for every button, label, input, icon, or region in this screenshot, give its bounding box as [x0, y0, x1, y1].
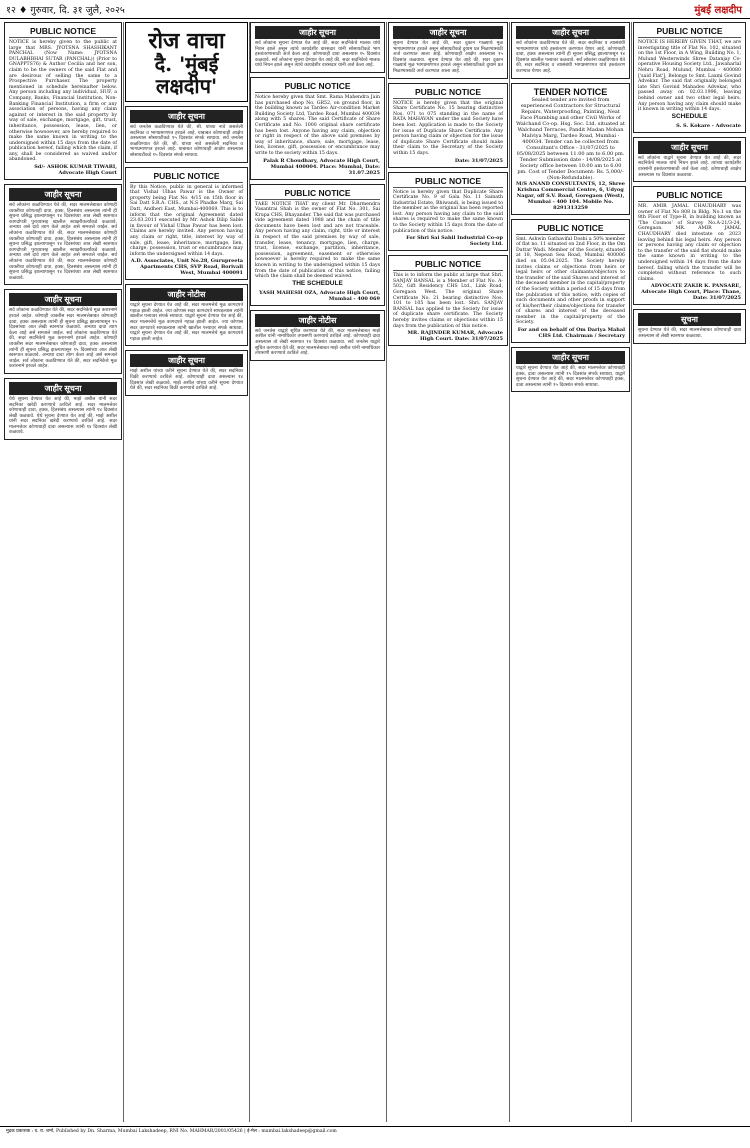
ad-body: माझे अशील यांच्या वतीने सूचना देण्यात येते की, सदर सदनिका विक्री करण्याचे ठरविले आहे. कोणाचाही दावा असल्यास १४ दिवसांत लेखी कळवावे. माझे अशील यांच्या वतीने सूचना देण्यात येते की, सदर सदनिका विक्री करण्याचे ठरविले आहे.: [130, 369, 243, 392]
ad-body: सूचना देण्यात येते की, सदर मालमत्तेबाबत कोणाचाही दावा असल्यास तो लेखी स्वरुपात कळवावा.: [638, 328, 741, 339]
public-notice-ad: [388, 172, 508, 252]
marathi-notice-ad: [125, 284, 248, 346]
ad-body: याद्वारे सूचना देण्यात येत आहे की, सदर मालमत्तेवर कोणाचाही हक्क, दावा असल्यास त्यांनी १५ दिवसांत संपर्क साधावा. याद्वारे सूचना देण्यात येत आहे की, सदर मालमत्तेवर कोणाचाही हक्क, दावा असल्यास त्यांनी १५ दिवसांत संपर्क साधावा.: [516, 366, 625, 388]
marathi-notice-ad: [633, 309, 746, 343]
marathi-notice-ad: [633, 137, 746, 182]
ad-signature: S. S. Kokare - Advocate: [676, 122, 741, 129]
ad-heading: जाहीर सूचना: [9, 188, 117, 201]
public-notice-ad: [388, 255, 508, 346]
tender-title: TENDER NOTICE: [533, 86, 608, 97]
column-1: [4, 22, 122, 1122]
ad-signature: MR. RAJINDER KUMAR, Advocate High Court. Date: 31/07/2025: [407, 330, 503, 343]
public-notice-ad: [388, 83, 508, 168]
public-notice-ad: [4, 22, 122, 180]
marathi-notice-ad: [511, 347, 630, 392]
ad-heading: PUBLIC NOTICE: [393, 87, 503, 99]
public-notice-ad: [250, 77, 385, 180]
ad-heading: जाहीर सूचना: [130, 110, 243, 123]
editorial-banner: [125, 22, 248, 102]
ad-signature: For and on behalf of Om Dariya Mahal CHS Ltd. Chairman / Secretary: [517, 327, 625, 340]
ad-body: सर्व जनतेस याद्वारे सूचित करण्यात येते की, सदर मालमत्तेबाबत माझे अशील यांनी नामाधिकार तपासणी करण्याचे ठरविले आहे. कोणाचाही दावा असल्यास तो लेखी स्वरुपात १४ दिवसांत कळवावा. सर्व जनतेस याद्वारे सूचित करण्यात येते की, सदर मालमत्तेबाबत माझे अशील यांनी नामाधिकार तपासणी करण्याचे ठरविले आहे.: [255, 328, 380, 357]
ad-body: सर्व लोकांना कळविण्यात येते की, सदर सदनिकेचे मूळ करारनामे हरवले आहेत. कोणाही व्यक्तीस सदर मालमत्तेबाबत कोणताही दावा, हक्क असल्यास त्यांनी ही सूचना प्रसिद्ध झाल्यापासून १५ दिवसांच्या आत लेखी स्वरुपात कळवावे. अन्यथा दावा त्याग केला आहे असे समजले जाईल. सर्व लोकांना कळविण्यात येते की, सदर सदनिकेचे मूळ करारनामे हरवले आहेत. कोणाही व्यक्तीस सदर मालमत्तेबाबत कोणताही दावा, हक्क असल्यास त्यांनी ही सूचना प्रसिद्ध झाल्यापासून १५ दिवसांच्या आत लेखी स्वरुपात कळवावे. अन्यथा दावा त्याग केला आहे असे समजले जाईल. सर्व लोकांना कळविण्यात येते की, सदर सदनिकेचे मूळ करारनामे हरवले आहेत.: [9, 308, 117, 370]
ad-heading: PUBLIC NOTICE: [638, 190, 741, 202]
ad-schedule-heading: THE SCHEDULE: [292, 279, 343, 287]
ad-heading: PUBLIC NOTICE: [638, 26, 741, 38]
section-title: मुंबई लक्षदीप: [694, 5, 742, 16]
tender-consultant: M/S ANAND CONSULTANTS, 12, Shree Krishna Commercial Centre, 6, Udyog Nagar, off S.V. Road, Goregaon (West), Mumbai - 400 104. Mobile No. 8291313259: [516, 180, 625, 211]
ad-body: NOTICE is hereby given that the original Share Certificate No. 15 bearing distinctive Nos. 071 to 075 standing in the name of RATA MAHAVAN under the said Society have been lost. Application is made to the Society for issue of Duplicate Share Certificate. Any person having claim or objection for the issue of duplicate Share Certificate should make their claim to the Secretary of the Society within 15 days.: [393, 100, 503, 156]
ad-heading: PUBLIC NOTICE: [393, 259, 503, 271]
public-notice-ad: [633, 186, 746, 305]
page-info: १२ ♦ गुरुवार, दि. ३१ जुलै, २०२५: [6, 5, 125, 16]
column-3: [250, 22, 385, 1122]
page-header: [0, 0, 750, 19]
ad-heading: सूचना: [638, 313, 741, 326]
ad-heading: जाहीर सूचना: [516, 351, 625, 364]
marathi-notice-ad: [388, 22, 508, 79]
banner-line-2: दै. 'मुंबई: [154, 52, 219, 76]
ad-heading: PUBLIC NOTICE: [130, 171, 243, 183]
banner-line-3: लक्षदीप': [155, 74, 218, 98]
ad-body: By this Notice, public in general is informed that Vishal Ulhas Pawar is the Owner of property being Flat No. 4/15 on 15th floor in Sai Datt S.R.A. CHS., at N.S Phadke Marg, Sai Datt, Andheri East, Mumbai-400069. This is to inform that the original Agreement dated 23.03.2011 executed by Mr. Ashok Dilip Sable in favour of Vishal Ulhas Pawar has been lost. Claims are hereby invited. Any person having any claim or right, title, interest by way of sale, gift, lease, inheritance, mortgage, lien, charge, possession, trust or encumbrance may inform the undersigned within 14 days.: [130, 184, 243, 257]
ad-body: सर्व जनतेस कळविण्यात येते की, श्री. यांच्या नावे असलेली सदनिका व भागप्रमाणपत्र हरवले आहे. याबाबत कोणाचाही आक्षेप असल्यास सोसायटीकडे १५ दिवसांत संपर्क साधावा. सर्व जनतेस कळविण्यात येते की, श्री. यांच्या नावे असलेली सदनिका व भागप्रमाणपत्र हरवले आहे. याबाबत कोणाचाही आक्षेप असल्यास सोसायटीकडे १५ दिवसांत संपर्क साधावा.: [130, 125, 243, 158]
ad-heading: PUBLIC NOTICE: [255, 81, 380, 93]
ad-body: सर्व लोकांना याद्वारे सूचना देण्यात येत आहे की, सदर सदनिकेचे मालक यांचे निधन झाले आहे. त्यांच्या कायदेशीर वारसांनी हस्तांतरणासाठी अर्ज केला आहे. कोणाचाही आक्षेप असल्यास १४ दिवसांत कळवावा.: [638, 155, 741, 178]
page-footer: मुद्रक प्रकाशक : द. रा. शर्मा, Published by Dn. Sharma, Mumbai Lakshadeep, RNI No. MAHMAR/2001/05426 | ई-मेल : mumbai.lakshadeep@gmail.com: [0, 1126, 750, 1148]
ad-body: सूचना देण्यात येत आहे की, सदर दुकान गाळ्याचे मूळ भागप्रमाणपत्र हरवले असून सोसायटीकडे दुय्यम प्रत मिळण्यासाठी अर्ज करण्यात आला आहे. कोणाचाही आक्षेप असल्यास १५ दिवसांत कळवावा. सूचना देण्यात येत आहे की, सदर दुकान गाळ्याचे मूळ भागप्रमाणपत्र हरवले असून सोसायटीकडे दुय्यम प्रत मिळण्यासाठी अर्ज करण्यात आला आहे.: [393, 41, 503, 74]
ad-signature: Sd/- ASHOK KUMAR TIWARI, Advocate High Court: [34, 164, 117, 177]
ad-heading: जाहीर सूचना: [9, 382, 117, 395]
ad-body: NOTICE is hereby given to the public at large that MRS. JYOTSNA SHASHIKANT PANCHAL (Now Name: JYOTSNA DULABHBHAI SUTAR (PANCHAL)) (Prior to GNAPPTS76) & Author Cecilia and her son, claim to be the owners of the said Flat and are desirous of selling the same to a Prospective Purchaser. The property mentioned in schedule hereinafter below. Any person including any individual, HUF, a Company, Banks, Financial Institution, Non-Banking Financial Institution, a firm or any association of persons, having any claim against or interest in the said property by way of sale, exchange, mortgage, gift, trust, inheritance, possession, lease, lien, or otherwise howsoever, are hereby required to make the same known in writing to the undersigned within 15 days from the date of publication hereof, failing which the claim, if any, shall be considered as waived and/or abandoned.: [9, 40, 117, 163]
marathi-notice-ad: [4, 378, 122, 440]
column-divider: [123, 22, 124, 1122]
ad-heading: जाहीर सूचना: [130, 354, 243, 367]
ad-body: TAKE NOTICE THAT my client Mr. Dharmendra Vasantrai Shah is the owner of Flat No. 301, Sai Krupa CHS, Bhayander. The said flat was purchased vide agreement dated 1988 and the chain of title documents have been lost and are not traceable. Any person having any claim, right, title or interest in respect of the said premises by way of sale, transfer, lease, tenancy, mortgage, lien, charge, trust, license, exchange, partition, inheritance, possession, agreement, easement or otherwise howsoever is hereby required to make the same known in writing to the undersigned within 15 days from the date of publication of this notice, failing which the claim shall be deemed waived.: [255, 201, 380, 280]
column-divider: [631, 22, 632, 1122]
column-4: [388, 22, 508, 1122]
ad-body: Smt. Ashwin Gathavifal Doshi a 50% member of flat no. 11 situated on 2nd Floor, in the Om Dattar Wadi. Member of the Society, situated at 18, Nepean Sea Road, Mumbai 400006 died on 05.04.2025. The Society hereby invites claims or objections from heirs or legal heirs or other claimants/objectors to the transfer of the said Shares and interest of the deceased member in the capital/property of the Society within a period of 15 days from the publication of this notice, with copies of such documents and other proofs in support of his/her/their claims/objections for transfer of shares and interest of the deceased member in the capital/property of the Society.: [516, 236, 625, 326]
ad-heading: जाहीर सूचना: [638, 141, 741, 154]
public-notice-ad: [511, 219, 630, 344]
marathi-notice-ad: [125, 106, 248, 163]
marathi-notice-ad: [4, 184, 122, 285]
marathi-notice-ad: [250, 310, 385, 361]
column-divider: [509, 22, 510, 1122]
ad-body: Notice is hereby given that Duplicate Share Certificate No. 9 of Gala No. 11 Sainath Industrial Estate, Bhiwandi, is being issued to the member as the original has been reported lost. Any person having any claim to the said shares is required to make the same known to the Society within 15 days from the date of publication of this notice.: [393, 189, 503, 234]
column-2: [125, 22, 248, 1122]
public-notice-ad: [125, 167, 248, 281]
ad-body: येथे सूचना देण्यात येत आहे की, माझे अशील यांनी सदर सदनिका खरेदी करण्याचे ठरविले आहे. सदर मालमत्तेवर कोणाचाही दावा, हक्क, हितसंबंध असल्यास त्यांनी १४ दिवसांत लेखी कळवावे. येथे सूचना देण्यात येत आहे की, माझे अशील यांनी सदर सदनिका खरेदी करण्याचे ठरविले आहे. सदर मालमत्तेवर कोणाचाही दावा असल्यास त्यांनी १४ दिवसांत लेखी कळवावे.: [9, 396, 117, 436]
ad-heading: PUBLIC NOTICE: [255, 188, 380, 200]
tender-notice-ad: [511, 83, 630, 215]
ad-heading: PUBLIC NOTICE: [393, 176, 503, 188]
ad-body: सर्व लोकांना कळविण्यात येते की, सदर सदनिका व त्यासंबंधी भागप्रमाणपत्र यांचे हस्तांतरण करण्यात येणार आहे. कोणाचाही दावा, हक्क असल्यास त्यांनी ही सूचना प्रसिद्ध झाल्यापासून १४ दिवसांत खालील पत्त्यावर कळवावे. सर्व लोकांना कळविण्यात येते की, सदर सदनिका व त्यासंबंधी भागप्रमाणपत्र यांचे हस्तांतरण करण्यात येणार आहे.: [516, 41, 625, 74]
ad-signature: A.D. Associates, Unit No.28, Gurupreeta Apartments CHS, SVP Road, Borivali West, Mumbai 400091: [130, 258, 243, 277]
ad-signature: ADVOCATE ZAKIR K. PANSARE, Advocate High Court, Place: Thane, Date: 31/07/2025: [641, 283, 741, 302]
ad-heading: जाहीर सूचना: [516, 26, 625, 39]
ad-body: Notice hereby given that Smt. Rama Mahendra Jain has purchased shop No. GR52, on ground floor, in the building known as Tardeo Air-condition Market Building Society Ltd, Tardeo Road, Mumbai 400034 along with 5 shares. The said Certificate of Share Certificate and No. 1000 original share certificate has been lost. Anyone having any claim, objection or right in respect of the above said premises by way of inheritance, share, sale, mortgage, lease, lien, license, gift, possession or encumbrance may write to the society within 15 days.: [255, 94, 380, 156]
ad-body: MR. AMIR JAMAL CHAUDHARY was owner of Flat No 808 in Bldg. No.1 on the 8th Floor of Type-B, in building known as 'The Cosmos' of Survey No.A-21/3-24, Goregaon. MR. AMIR JAMAL CHAUDHARY died intestate on 2023 leaving behind his legal heirs. Any person or persons having any claim or objection to the transfer of the said flat should make the same known in writing to the undersigned within 14 days from the date hereof, failing which the transfer will be completed without reference to such claims.: [638, 204, 741, 282]
marathi-notice-ad: [250, 22, 385, 73]
ad-heading: जाहीर सूचना: [393, 26, 503, 39]
marathi-notice-ad: [4, 289, 122, 374]
ad-body: सर्व लोकांना कळविण्यात येते की, सदर मालमत्तेबाबत कोणाही व्यक्तीचा कोणताही दावा, हक्क, हितसंबंध असल्यास त्यांनी ही सूचना प्रसिद्ध झाल्यापासून १४ दिवसांच्या आत लेखी स्वरुपात कागदोपत्री पुराव्यासह खालील स्वाक्षरीकर्त्यांकडे कळवावे. अन्यथा असे दावे त्याग केले आहेत असे समजले जाईल. सर्व लोकांना कळविण्यात येते की, सदर मालमत्तेबाबत कोणाही व्यक्तीचा कोणताही दावा, हक्क, हितसंबंध असल्यास त्यांनी ही सूचना प्रसिद्ध झाल्यापासून १४ दिवसांच्या आत लेखी स्वरुपात कागदोपत्री पुराव्यासह खालील स्वाक्षरीकर्त्यांकडे कळवावे. अन्यथा असे दावे त्याग केले आहेत असे समजले जाईल. सर्व लोकांना कळविण्यात येते की, सदर मालमत्तेबाबत कोणाही व्यक्तीचा कोणताही दावा, हक्क, हितसंबंध असल्यास त्यांनी ही सूचना प्रसिद्ध झाल्यापासून १४ दिवसांच्या आत लेखी स्वरुपात कळवावे.: [9, 203, 117, 281]
ad-schedule-heading: SCHEDULE: [671, 112, 708, 120]
ad-heading: जाहीर सूचना: [255, 26, 380, 39]
ad-heading: जाहीर नोटीस: [130, 288, 243, 301]
marathi-notice-ad: [125, 350, 248, 395]
column-5: [511, 22, 630, 1122]
ad-body: NOTICE IS HEREBY GIVEN THAT, we are investigating title of Flat No. 102, situated on the 1st Floor, in A Wing, Building No. 1, Mulund Westerwinds Shree Datanjay Co-operative Housing Society Ltd., Jawaharlal Nehru Road, Mulund, Mumbai - 400080 ['said Flat'], Belongs to Smt. Laxmi Govind Advekar. The said flat originally belonged late Shri Govind Mahadeo Advekar, who passed away on 02.03.1996, leaving behind owner and two other legal heirs. Any person having any claim should make it known in writing within 14 days.: [638, 40, 741, 113]
tender-body: Sealed tender are invited from experienced Contractors for Structural Repairs, Waterproofing, Painting, Neat Face Plumbing and other Civil Works of Walchand Co-op. Hsg. Soc. Ltd. situated at Walchand Terraces, Pandit Madan Mohan Malviya Marg, Tardeo Road, Mumbai - 400034. Tender can be collected from Consultant's Office - 31/07/2025 to 05/08/2025 between 11.00 am to 6.00 pm. Tender Submission date - 14/08/2025 at Society office between 10.00 am to 6.00 pm. Cost of Tender Document: Rs. 5,000/- (Non-Refundable).: [516, 96, 625, 181]
ad-body: This is to inform the public at large that Shri. SANJAY BANSAL is a Member of Flat No. A-502, Gift Residency CHS Ltd., Link Road, Goregaon West. The original Share Certificate No. 21 bearing distinctive Nos. 101 to 105 has been lost. Shri. SANJAY BANSAL has applied to the Society for issue of duplicate share certificate. The Society hereby invites claims or objections within 15 days from the publication of this notice.: [393, 273, 503, 329]
ad-body: याद्वारे सूचना देण्यात येत आहे की, सदर मालमत्तेचे मूळ कागदपत्रे गहाळ झाली आहेत. ज्या कोणास सदर कागदपत्रे सापडल्यास त्यांनी खालील पत्त्यावर संपर्क साधावा. याद्वारे सूचना देण्यात येत आहे की, सदर मालमत्तेचे मूळ कागदपत्रे गहाळ झाली आहेत. ज्या कोणास सदर कागदपत्रे सापडल्यास त्यांनी खालील पत्त्यावर संपर्क साधावा. याद्वारे सूचना देण्यात येत आहे की, सदर मालमत्तेचे मूळ कागदपत्रे गहाळ झाली आहेत.: [130, 303, 243, 342]
ad-body: सर्व लोकांना सूचना देण्यात येत आहे की, सदर सदनिकेचे मालक यांचे निधन झाले असून त्यांचे कायदेशीर वारसदार यांनी सोसायटीकडे भाग हस्तांतरणासाठी अर्ज केला आहे. कोणाचाही दावा असल्यास १५ दिवसांत कळवावे. सर्व लोकांना सूचना देण्यात येत आहे की, सदर सदनिकेचे मालक यांचे निधन झाले असून त्यांचे कायदेशीर वारसदार यांनी अर्ज केला आहे.: [255, 41, 380, 69]
public-notice-ad: [633, 22, 746, 133]
ad-heading: PUBLIC NOTICE: [516, 223, 625, 235]
marathi-notice-ad: [511, 22, 630, 79]
column-6: [633, 22, 746, 1122]
column-divider: [386, 22, 387, 1122]
public-notice-ad: [250, 184, 385, 306]
ad-signature: For Shri Sai Sahil Industrial Co-op Society Ltd.: [406, 235, 503, 248]
banner-line-1: रोज वाचा: [148, 28, 225, 54]
ad-heading: जाहीर नोटीस: [255, 314, 380, 327]
ad-heading: PUBLIC NOTICE: [9, 26, 117, 38]
ad-signature: Date: 31/07/2025: [454, 157, 503, 164]
ad-heading: जाहीर सूचना: [9, 293, 117, 306]
ad-signature: Palak R Choudhary, Advocate High Court, Mumbai 400004. Place: Mumbai, Date: 31.07.2025: [263, 157, 380, 176]
ad-signature: YASH MAHESH OZA, Advocate High Court, Mumbai - 400 069: [259, 289, 380, 302]
